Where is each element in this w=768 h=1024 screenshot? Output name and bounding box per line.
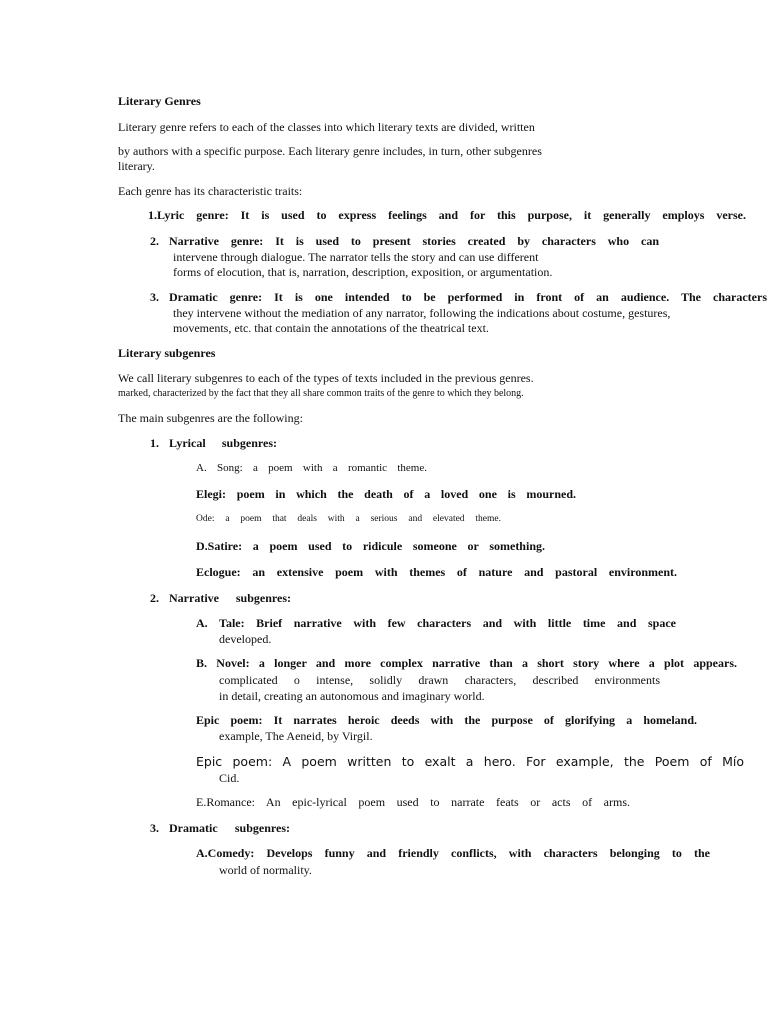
genre-dramatic-head: Dramatic genre: It is one intended to be performed in front of an audience. The characters	[169, 290, 767, 304]
subgenres-intro-1: We call literary subgenres to each of the types of texts included in the previous genres.	[118, 371, 534, 385]
narrative-epic2-head: Epic poem: A poem written to exalt a hero. For example, the Poem of Mío	[196, 754, 744, 769]
narrative-heading: Narrative subgenres:	[169, 591, 291, 605]
narrative-novel-head: B. Novel: a longer and more complex narrative than a short story where a plot appears.	[196, 656, 737, 670]
dramatic-heading: Dramatic subgenres:	[169, 821, 290, 835]
narrative-novel-cont-1: complicated o intense, solidly drawn characters, described environments	[219, 673, 660, 687]
genre-narrative-head: Narrative genre: It is used to present stories created by characters who can	[169, 234, 659, 248]
narrative-novel-cont-2: in detail, creating an autonomous and imaginary world.	[219, 689, 485, 703]
lyrical-item-song: A. Song: a poem with a romantic theme.	[196, 462, 427, 474]
genre-narrative-number: 2.	[150, 234, 159, 248]
page-title: Literary Genres	[118, 94, 201, 108]
dramatic-comedy-cont: world of normality.	[219, 863, 312, 877]
lyrical-item-eclogue: Eclogue: an extensive poem with themes of nature and pastoral environment.	[196, 565, 677, 579]
lyrical-number: 1.	[150, 436, 159, 450]
narrative-tale-cont: developed.	[219, 632, 272, 646]
lyrical-item-satire: D.Satire: a poem used to ridicule someone or something.	[196, 539, 545, 553]
genre-dramatic-cont-1: they intervene without the mediation of any narrator, following the indications about costume, gestures,	[173, 306, 671, 320]
genre-narrative-cont-2: forms of elocution, that is, narration, description, exposition, or argumentation.	[173, 265, 553, 279]
narrative-epic1-cont: example, The Aeneid, by Virgil.	[219, 729, 373, 743]
genre-dramatic-cont-2: movements, etc. that contain the annotations of the theatrical text.	[173, 321, 489, 335]
genre-lyric: 1.Lyric genre: It is used to express feelings and for this purpose, it generally employs verse.	[148, 208, 746, 222]
intro-line-3: literary.	[118, 159, 155, 173]
dramatic-comedy-head: A.Comedy: Develops funny and friendly conflicts, with characters belonging to the	[196, 846, 710, 860]
lyrical-heading: Lyrical subgenres:	[169, 436, 277, 450]
intro-line-1: Literary genre refers to each of the classes into which literary texts are divided, written	[118, 120, 535, 134]
narrative-epic2-cont: Cid.	[219, 771, 240, 785]
subgenres-heading: Literary subgenres	[118, 346, 216, 360]
narrative-epic1-head: Epic poem: It narrates heroic deeds with the purpose of glorifying a homeland.	[196, 713, 697, 727]
lyrical-item-ode: Ode: a poem that deals with a serious and elevated theme.	[196, 514, 501, 524]
genre-narrative-cont-1: intervene through dialogue. The narrator tells the story and can use different	[173, 250, 539, 264]
lyrical-item-elegy: Elegi: poem in which the death of a loved one is mourned.	[196, 487, 576, 501]
main-subgenres-line: The main subgenres are the following:	[118, 411, 303, 425]
subgenres-intro-2: marked, characterized by the fact that they all share common traits of the genre to which they belong.	[118, 388, 524, 399]
intro-line-2: by authors with a specific purpose. Each literary genre includes, in turn, other subgenres	[118, 144, 542, 158]
narrative-romance: E.Romance: An epic-lyrical poem used to narrate feats or acts of arms.	[196, 795, 630, 809]
genre-dramatic-number: 3.	[150, 290, 159, 304]
traits-line: Each genre has its characteristic traits:	[118, 184, 303, 198]
narrative-tale-head: A. Tale: Brief narrative with few characters and with little time and space	[196, 616, 676, 630]
dramatic-number: 3.	[150, 821, 159, 835]
narrative-number: 2.	[150, 591, 159, 605]
